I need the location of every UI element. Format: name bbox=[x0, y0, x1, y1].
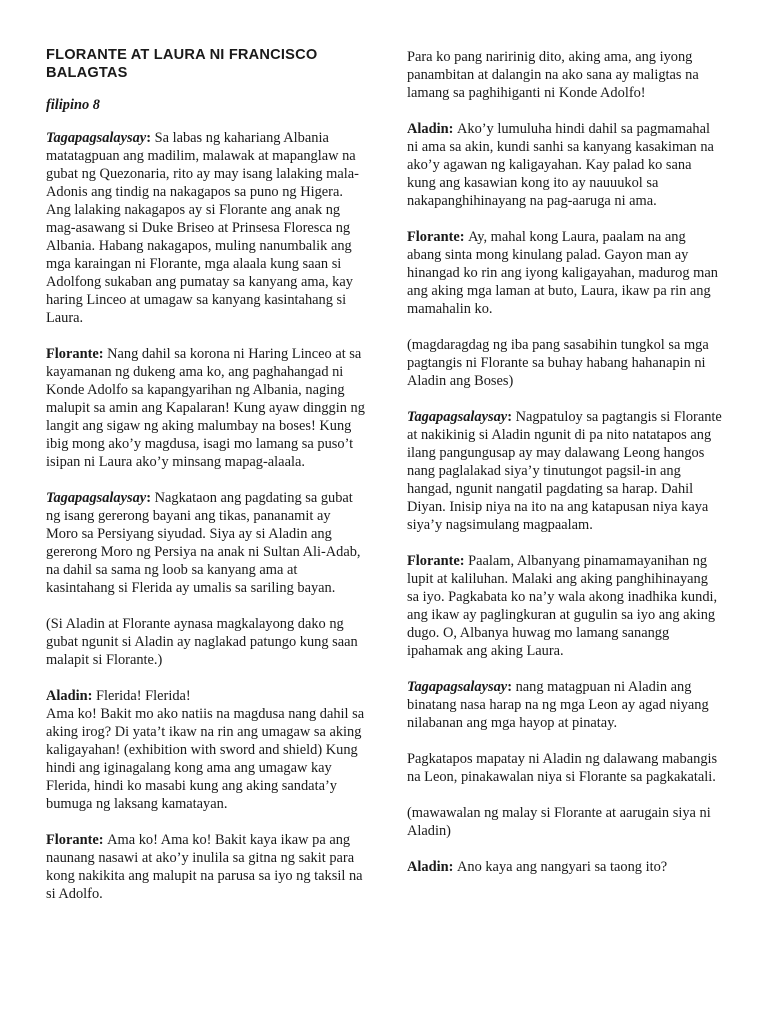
paragraph-text: nang matagpuan ni Aladin ang binatang nasa harap na ng mga Leon ay agad niyang nilabanan ang mga hayop at pinatay. bbox=[407, 679, 709, 731]
paragraph-text: (Si Aladin at Florante aynasa magkalayong dako ng gubat ngunit si Aladin ay naglakad patungo kung saan malapit si Florante.) bbox=[46, 616, 358, 668]
paragraph-text: Nagpatuloy sa pagtangis si Florante at nakikinig si Aladin ngunit di pa nito natatapos ang ilang pangungusap ay may dalawang Leong hangos nang paglalakad siya’y tinutungot pagsil-in ang hangad, ngunit nangatil pagdating sa harap. Dahil Diyan. Inisip niya na ito na ang katapusan niya kaya siya’y nagsimulang magpaalam. bbox=[407, 409, 722, 533]
speaker-label: Tagapagsalaysay bbox=[46, 490, 147, 506]
speaker-label: Florante bbox=[46, 832, 99, 848]
paragraph-text: Flerida! Flerida! Ama ko! Bakit mo ako natiis na magdusa nang dahil sa aking irog? Di yata’t ikaw na rin ang umagaw sa aking kaligayahan! (exhibition with sword and shield) Kung hindi ang iginagalang kong ama ang umagaw kay Flerida, hindi ko masabi kung ang aking sandata’y bumuga ng laksang kamatayan. bbox=[46, 688, 365, 812]
left-paragraphs bbox=[46, 129, 366, 903]
paragraph-text: Nang dahil sa korona ni Haring Linceo at sa kayamanan ng dukeng ama ko, ang paghahangad ni Konde Adolfo sa kapangyarihan ng Albania, naging malupit sa amin ang Kapalaran! Kung ayaw dinggin ng langit ang sigaw ng aking malumbay na boses! Kung ibig mong ako’y magdusa, isagi mo lamang sa puso’t isipan ni Laura ako’y minsang mapag-alaala. bbox=[46, 346, 365, 470]
right-paragraphs bbox=[407, 48, 723, 876]
speaker-separator: : bbox=[87, 688, 96, 704]
speaker-label: Florante bbox=[407, 229, 460, 245]
speaker-separator: : bbox=[146, 130, 155, 146]
dialogue-paragraph bbox=[407, 678, 723, 732]
speaker-separator: : bbox=[459, 229, 469, 245]
speaker-label: Tagapagsalaysay bbox=[46, 130, 147, 146]
dialogue-paragraph bbox=[46, 615, 366, 669]
speaker-label: Aladin bbox=[407, 859, 449, 875]
speaker-label: Florante bbox=[46, 346, 99, 362]
dialogue-paragraph bbox=[407, 552, 723, 660]
dialogue-paragraph bbox=[46, 345, 366, 471]
speaker-label: Tagapagsalaysay bbox=[407, 679, 508, 695]
speaker-separator: : bbox=[98, 832, 108, 848]
dialogue-paragraph bbox=[407, 858, 723, 876]
document-subtitle: filipino 8 bbox=[46, 97, 100, 113]
dialogue-paragraph bbox=[407, 120, 723, 210]
document-title: FLORANTE AT LAURA NI FRANCISCO BALAGTAS bbox=[46, 47, 318, 81]
dialogue-paragraph bbox=[46, 489, 366, 597]
dialogue-paragraph bbox=[46, 129, 366, 327]
dialogue-paragraph bbox=[407, 408, 723, 534]
paragraph-text: (magdaragdag ng iba pang sasabihin tungkol sa mga pagtangis ni Florante sa buhay habang hahanapin ni Aladin ang Boses) bbox=[407, 337, 709, 389]
speaker-separator: : bbox=[146, 490, 155, 506]
speaker-label: Aladin bbox=[46, 688, 88, 704]
paragraph-text: Ay, mahal kong Laura, paalam na ang abang sinta mong kinulang palad. Gayon man ay hinangad ko rin ang iyong kaligayahan, madurog man ang aking mga laman at buto, Laura, ikaw pa rin ang mamahalin ko. bbox=[407, 229, 718, 317]
dialogue-paragraph bbox=[407, 750, 723, 786]
speaker-separator: : bbox=[98, 346, 108, 362]
dialogue-paragraph bbox=[46, 687, 366, 813]
speaker-separator: : bbox=[459, 553, 469, 569]
speaker-label: Florante bbox=[407, 553, 460, 569]
speaker-separator: : bbox=[448, 121, 457, 137]
paragraph-text: Ano kaya ang nangyari sa taong ito? bbox=[456, 859, 668, 875]
dialogue-paragraph bbox=[407, 228, 723, 318]
paragraph-text: Sa labas ng kahariang Albania matatagpuan ang madilim, malawak at mapanglaw na gubat ng Quezonaria, rito ay may isang lalaking mala-Adonis ang tindig na nakagapos sa puno ng Higera. Ang lalaking nakagapos ay si Florante ang anak ng mag-asawang si Duke Briseo at Prinsesa Floresca ng Albania. Habang nakagapos, muling nanumbalik ang mga karaingan ni Florante, mga alaala kung saan si Adolfong sukaban ang pumatay sa kanyang ama, kay haring Linceo at umagaw sa kanyang kasintahang si Laura. bbox=[46, 130, 359, 326]
paragraph-text: Ako’y lumuluha hindi dahil sa pagmamahal ni ama sa akin, kundi sanhi sa kanyang kasakiman na ako’y agawan ng kaligayahan. Kay palad ko sana kung ang kasawian kong ito ay nauuukol sa nakapanghihinayang na pag-aaruga ni ama. bbox=[407, 121, 714, 209]
dialogue-paragraph bbox=[46, 831, 366, 903]
paragraph-text: Nagkataon ang pagdating sa gubat ng isang gererong bayani ang tikas, pananamit ay Moro sa Persiyang siyudad. Siya ay si Aladin ang gererong Moro ng Persiya na anak ni Sultan Ali-Adab, na dahil sa sama ng loob sa kanyang ama at kasintahang si Flerida ay umalis sa sariling bayan. bbox=[46, 490, 361, 596]
left-column bbox=[46, 46, 366, 921]
speaker-label: Aladin bbox=[407, 121, 449, 137]
dialogue-paragraph bbox=[407, 48, 723, 102]
paragraph-text: (mawawalan ng malay si Florante at aarugain siya ni Aladin) bbox=[407, 805, 711, 839]
speaker-separator: : bbox=[448, 859, 457, 875]
right-column bbox=[407, 48, 723, 894]
dialogue-paragraph bbox=[407, 804, 723, 840]
speaker-separator: : bbox=[507, 679, 516, 695]
paragraph-text: Para ko pang naririnig dito, aking ama, ang iyong panambitan at dalangin na ako sana ay maligtas na lamang sa paghihiganti ni Konde Adolfo! bbox=[407, 49, 699, 101]
paragraph-text: Ama ko! Ama ko! Bakit kaya ikaw pa ang naunang nasawi at ako’y inulila sa gitna ng sakit para kong nakikita ang malupit na parusa sa iyo ng taksil na si Adolfo. bbox=[46, 832, 363, 902]
speaker-separator: : bbox=[507, 409, 516, 425]
paragraph-text: Paalam, Albanyang pinamamayanihan ng lupit at kaliluhan. Malaki ang aking panghihinayang sa iyo. Pagkabata ko na’y wala akong inadhika kundi, ang ikaw ay paglingkuran at gugulin sa iyo ang aking dugo. O, Albanya huwag mo lamang sanangg ipahamak ang aking Laura. bbox=[407, 553, 718, 659]
paragraph-text: Pagkatapos mapatay ni Aladin ng dalawang mabangis na Leon, pinakawalan niya si Florante sa pagkakatali. bbox=[407, 751, 718, 785]
dialogue-paragraph bbox=[407, 336, 723, 390]
speaker-label: Tagapagsalaysay bbox=[407, 409, 508, 425]
